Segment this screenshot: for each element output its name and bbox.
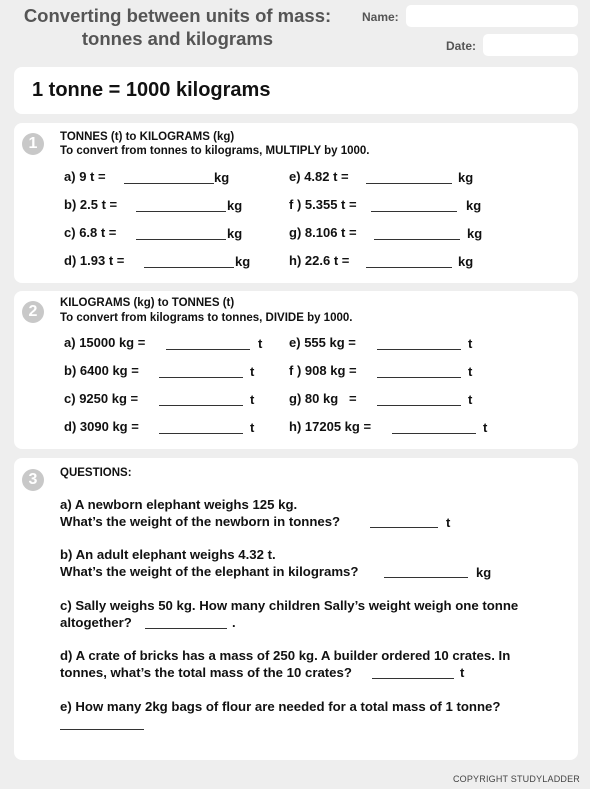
s2-answer-c[interactable] bbox=[159, 405, 243, 406]
question-c-answer[interactable] bbox=[145, 628, 227, 629]
s1-unit-e: kg bbox=[458, 170, 474, 185]
s1-unit-b: kg bbox=[227, 198, 243, 213]
s2-unit-a: t bbox=[258, 336, 263, 351]
s2-unit-d: t bbox=[250, 420, 255, 435]
section-1-card bbox=[14, 123, 578, 283]
date-label: Date: bbox=[446, 39, 477, 53]
s1-answer-b[interactable] bbox=[136, 211, 226, 212]
fact-card bbox=[14, 67, 578, 114]
section-2-card bbox=[14, 291, 578, 449]
question-c-line-1: c) Sally weighs 50 kg. How many children Sally’s weight weigh one tonne bbox=[60, 598, 519, 613]
s1-answer-c[interactable] bbox=[136, 239, 226, 240]
question-d-unit: t bbox=[460, 665, 465, 680]
s2-item-c: c) 9250 kg = bbox=[64, 391, 139, 406]
s1-answer-d[interactable] bbox=[144, 267, 234, 268]
question-e-line-1: e) How many 2kg bags of flour are needed for a total mass of 1 tonne? bbox=[60, 699, 501, 714]
question-c-end: . bbox=[232, 615, 236, 630]
s2-answer-a[interactable] bbox=[166, 349, 250, 350]
section-3-number-icon: 3 bbox=[22, 469, 44, 491]
s1-answer-e[interactable] bbox=[366, 183, 452, 184]
s1-answer-g[interactable] bbox=[374, 239, 460, 240]
section-1-title: TONNES (t) to KILOGRAMS (kg) bbox=[60, 131, 235, 143]
s2-item-e: e) 555 kg = bbox=[289, 335, 356, 350]
question-d-line-1: d) A crate of bricks has a mass of 250 kg. A builder ordered 10 crates. In bbox=[60, 648, 511, 663]
s2-unit-e: t bbox=[468, 336, 473, 351]
s1-item-f: f ) 5.355 t = bbox=[289, 197, 357, 212]
s2-unit-g: t bbox=[468, 392, 473, 407]
s2-item-h: h) 17205 kg = bbox=[289, 419, 372, 434]
s1-unit-g: kg bbox=[467, 226, 483, 241]
section-3-title: QUESTIONS: bbox=[60, 467, 132, 479]
question-d-answer[interactable] bbox=[372, 678, 454, 679]
s2-item-f: f ) 908 kg = bbox=[289, 363, 357, 378]
s1-item-d: d) 1.93 t = bbox=[64, 253, 125, 268]
question-b-line-2: What’s the weight of the elephant in kilograms? bbox=[60, 564, 359, 579]
date-field[interactable] bbox=[483, 34, 578, 56]
s2-answer-d[interactable] bbox=[159, 433, 243, 434]
question-b-unit: kg bbox=[476, 565, 492, 580]
section-2-title: KILOGRAMS (kg) to TONNES (t) bbox=[60, 297, 235, 309]
s1-answer-h[interactable] bbox=[366, 267, 452, 268]
name-field[interactable] bbox=[406, 5, 578, 27]
s1-item-c: c) 6.8 t = bbox=[64, 225, 117, 240]
s1-item-a: a) 9 t = bbox=[64, 169, 106, 184]
s2-item-g: g) 80 kg = bbox=[289, 391, 357, 406]
question-a-answer[interactable] bbox=[370, 527, 438, 528]
s2-answer-f[interactable] bbox=[377, 377, 461, 378]
s2-item-a: a) 15000 kg = bbox=[64, 335, 146, 350]
section-1-number-icon: 1 bbox=[22, 133, 44, 155]
s2-unit-b: t bbox=[250, 364, 255, 379]
s1-unit-d: kg bbox=[235, 254, 251, 269]
section-1-instruction: To convert from tonnes to kilograms, MULTIPLY by 1000. bbox=[60, 145, 370, 157]
s2-answer-e[interactable] bbox=[377, 349, 461, 350]
s1-answer-f[interactable] bbox=[371, 211, 457, 212]
s1-unit-h: kg bbox=[458, 254, 474, 269]
title-line-1: Converting between units of mass: bbox=[23, 5, 332, 26]
s1-answer-a[interactable] bbox=[124, 183, 214, 184]
section-2-instruction: To convert from kilograms to tonnes, DIVIDE by 1000. bbox=[60, 312, 353, 324]
s2-item-d: d) 3090 kg = bbox=[64, 419, 139, 434]
s1-item-e: e) 4.82 t = bbox=[289, 169, 349, 184]
question-c-line-2: altogether? bbox=[60, 615, 132, 630]
s1-item-h: h) 22.6 t = bbox=[289, 253, 350, 268]
s1-unit-f: kg bbox=[466, 198, 482, 213]
s2-unit-f: t bbox=[468, 364, 473, 379]
worksheet-title bbox=[10, 4, 345, 50]
s2-item-b: b) 6400 kg = bbox=[64, 363, 139, 378]
s1-unit-c: kg bbox=[227, 226, 243, 241]
question-b-line-1: b) An adult elephant weighs 4.32 t. bbox=[60, 547, 276, 562]
question-a-line-2: What’s the weight of the newborn in tonnes? bbox=[60, 514, 341, 529]
section-3-card bbox=[14, 458, 578, 760]
s2-answer-b[interactable] bbox=[159, 377, 243, 378]
question-d-line-2: tonnes, what’s the total mass of the 10 crates? bbox=[60, 665, 352, 680]
question-a-line-1: a) A newborn elephant weighs 125 kg. bbox=[60, 497, 298, 512]
title-line-2: tonnes and kilograms bbox=[81, 28, 274, 49]
question-e-answer[interactable] bbox=[60, 729, 144, 730]
s2-answer-h[interactable] bbox=[392, 433, 476, 434]
s1-item-g: g) 8.106 t = bbox=[289, 225, 357, 240]
s2-unit-c: t bbox=[250, 392, 255, 407]
s1-unit-a: kg bbox=[214, 170, 230, 185]
s2-answer-g[interactable] bbox=[377, 405, 461, 406]
question-a-unit: t bbox=[446, 515, 451, 530]
s2-unit-h: t bbox=[483, 420, 488, 435]
copyright-text: COPYRIGHT STUDYLADDER bbox=[452, 774, 580, 784]
conversion-fact: 1 tonne = 1000 kilograms bbox=[32, 79, 271, 101]
question-b-answer[interactable] bbox=[384, 577, 468, 578]
section-2-number-icon: 2 bbox=[22, 301, 44, 323]
s1-item-b: b) 2.5 t = bbox=[64, 197, 118, 212]
name-label: Name: bbox=[362, 10, 399, 24]
